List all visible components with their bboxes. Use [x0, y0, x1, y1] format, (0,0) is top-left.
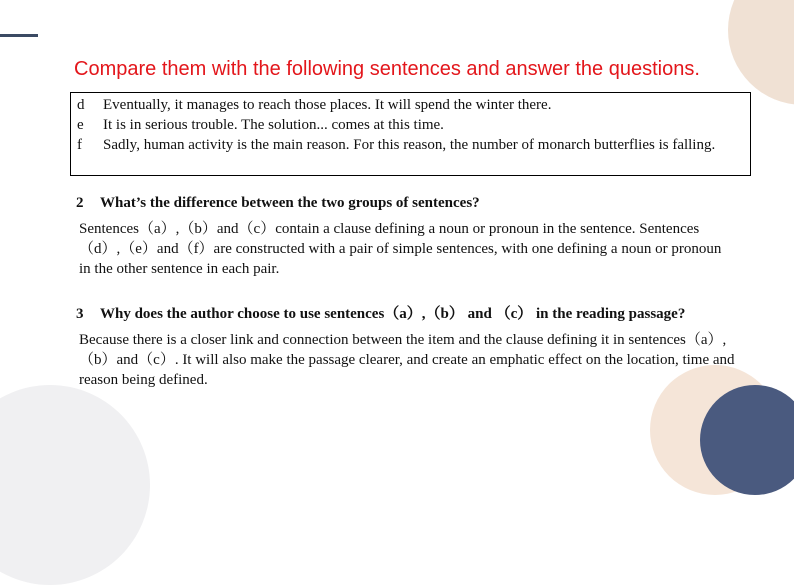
example-text: It is in serious trouble. The solution... comes at this time.	[103, 117, 444, 133]
question-number: 3	[76, 306, 84, 322]
decorative-circle-bottom-left	[0, 385, 150, 585]
example-sentence-f	[77, 135, 744, 155]
decorative-circle-top-right	[728, 0, 794, 105]
question-text: What’s the difference between the two groups of sentences?	[100, 195, 480, 211]
example-letter: f	[77, 137, 82, 153]
slide-title: Compare them with the following sentences and answer the questions.	[74, 58, 700, 80]
example-sentence-d	[77, 95, 744, 115]
example-sentence-e	[77, 115, 744, 135]
example-text: Eventually, it manages to reach those places. It will spend the winter there.	[103, 97, 552, 113]
example-sentences-box	[70, 92, 751, 176]
example-text: Sadly, human activity is the main reason. For this reason, the number of monarch butterflies is falling.	[103, 137, 716, 153]
question-3	[76, 304, 716, 324]
example-letter: d	[77, 97, 85, 113]
answer-3: Because there is a closer link and connection between the item and the clause defining it in sentences（a）,（b）and（c）. It will also make the passage clearer, and create an emphatic effect on the location, time and reason being defined.	[79, 332, 735, 388]
question-number: 2	[76, 195, 84, 211]
decorative-top-bar	[0, 34, 38, 37]
question-text: Why does the author choose to use sentences（a）,（b） and （c） in the reading passage?	[100, 306, 686, 322]
question-2	[76, 193, 480, 213]
answer-2: Sentences（a）,（b）and（c）contain a clause defining a noun or pronoun in the sentence. Sentences（d）,（e）and（f）are constructed with a pair of simple sentences, with one defining a noun or pronoun in the other sentence in each pair.	[79, 221, 722, 277]
example-letter: e	[77, 117, 84, 133]
